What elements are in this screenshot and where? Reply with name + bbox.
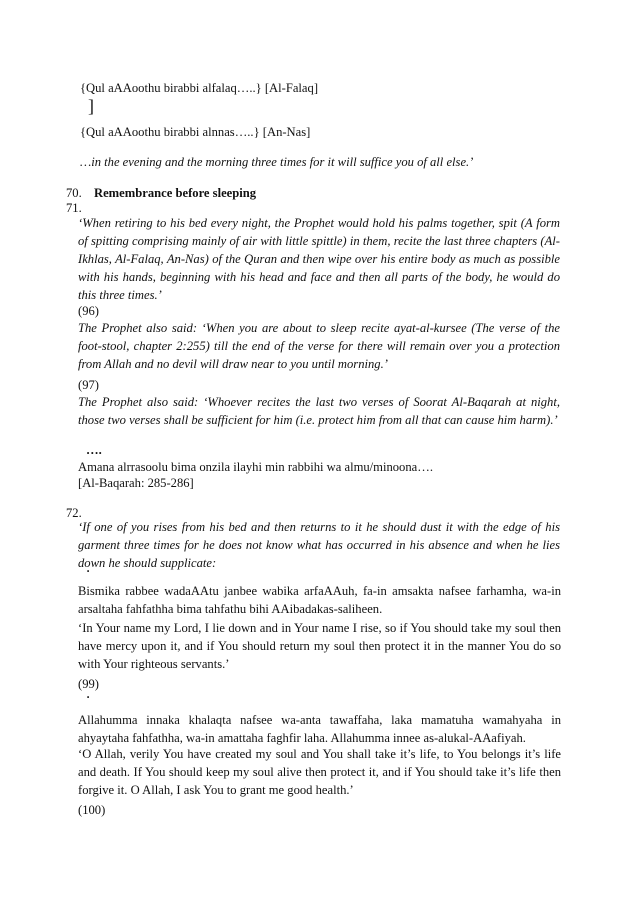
hadith-97-transliteration: Amana alrrasoolu bima onzila ilayhi min rabbihi wa almu/minoona…. (78, 460, 433, 474)
hadith-99-english: ‘O Allah, verily You have created my soul and You shall take it’s life, to You belongs it’s life and death. If You should keep my soul alive then protect it, and if You should take it’s life then forgive it. O Allah, I ask You to grant me good health.’ (78, 747, 561, 797)
section-72-transliteration: Bismika rabbee wadaAAtu janbee wabika arfaAAuh, fa-in amsakta nafsee farhamha, wa-in arsaltaha fahfathha bima tahfathu bihi AAibadakas-saliheen. (78, 584, 561, 616)
arabic-placeholder-dots: …. (86, 443, 102, 457)
bracket-glyph: ] (88, 96, 94, 116)
arabic-placeholder-dot-99: ˙ (86, 694, 91, 708)
section-70-number: 70. (66, 186, 82, 200)
section-70-title: Remembrance before sleeping (94, 186, 257, 200)
surah-falaq-line: {Qul aAAoothu birabbi alfalaq…..} [Al-Falaq] (80, 81, 319, 95)
section-72-english: ‘In Your name my Lord, I lie down and in Your name I rise, so if You should take my soul then have mercy upon it, and if You should return my soul then protect it in the manner You do so with Your righteous servants.’ (78, 621, 561, 671)
section-71-number: 71. (66, 201, 82, 215)
hadith-96-label: (96) (78, 304, 99, 318)
section-72-number: 72. (66, 506, 82, 520)
section-72-text: ‘If one of you rises from his bed and then returns to it he should dust it with the edge of his garment three times for he does not know what has occurred in his absence and when he lies down he should supplicate: (78, 520, 560, 570)
hadith-100-label: (100) (78, 803, 106, 817)
evening-note: …in the evening and the morning three times for it will suffice you of all else.’ (80, 155, 474, 169)
hadith-99-transliteration: Allahumma innaka khalaqta nafsee wa-anta tawaffaha, laka mamatuha wamahyaha in ahyaytaha fahfathha, wa-in amattaha faghfir laha. Allahumma innee as-alukal-AAafiyah. (78, 713, 561, 745)
section-71-text: ‘When retiring to his bed every night, the Prophet would hold his palms together, spit (A form of spitting comprising mainly of air with little spittle) in them, recite the last three chapters (Al-Ikhlas, Al-Falaq, An-Nas) of the Quran and then wipe over his entire body as much as possible with his hands, beginning with his head and face and then all parts of the body, he would do this three times.’ (78, 216, 560, 302)
hadith-97-label: (97) (78, 378, 99, 392)
hadith-97-reference: [Al-Baqarah: 285-286] (78, 476, 194, 490)
hadith-96-text: The Prophet also said: ‘When you are about to sleep recite ayat-al-kursee (The verse of the foot-stool, chapter 2:255) till the end of the verse for there will remain over you a protection from Allah and no devil will draw near to you until morning.’ (78, 321, 560, 371)
hadith-99-label: (99) (78, 677, 99, 691)
surah-nas-line: {Qul aAAoothu birabbi alnnas…..} [An-Nas] (80, 125, 311, 139)
hadith-97-text: The Prophet also said: ‘Whoever recites the last two verses of Soorat Al-Baqarah at night, those two verses shall be sufficient for him (i.e. protect him from all that can cause him harm).’ (78, 395, 560, 427)
arabic-placeholder-dot: ˙ (86, 568, 91, 582)
